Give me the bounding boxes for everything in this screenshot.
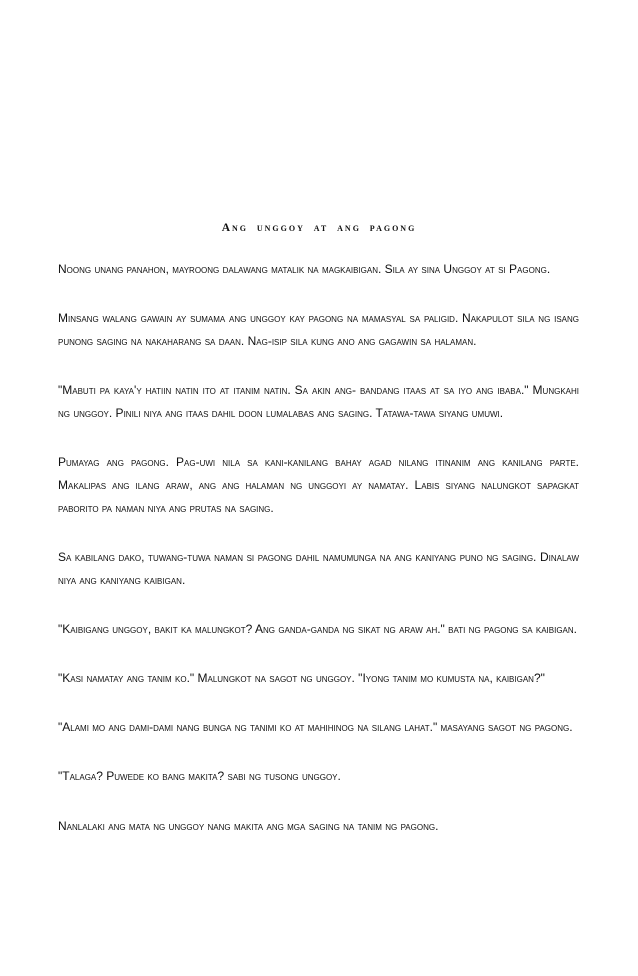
paragraph-9: "Talaga? Puwede ko bang makita? sabi ng tusong unggoy. — [58, 769, 341, 783]
paragraph-8: "Alami mo ang dami-dami nang bunga ng tanimi ko at mahihinog na silang lahat." masayang sagot ng pagong. — [58, 720, 573, 734]
paragraph-1: Noong unang panahon, mayroong dalawang matalik na magkaibigan. Sila ay sina Unggoy at si Pagong. — [58, 262, 551, 276]
story-title: Ang unggoy at ang pagong — [221, 222, 417, 234]
paragraph-4: Pumayag ang pagong. Pag-uwi nila sa kani-kanilang bahay agad nilang itinanim ang kanilang parte. Makalipas ang ilang araw, ang ang halaman ng unggoyi ay namatay. Labis siyang nalungkot sapagkat paborito pa naman niya ang prutas na saging. — [58, 455, 579, 515]
paragraph-2: Minsang walang gawain ay sumama ang unggoy kay pagong na mamasyal sa paligid. Nakapulot sila ng isang punong saging na nakaharang sa daan. Nag-isip sila kung ano ang gagawin sa halaman. — [58, 311, 579, 348]
paragraph-3: "Mabuti pa kaya'y hatiin natin ito at itanim natin. Sa akin ang- bandang itaas at sa iyo ang ibaba." Mungkahi ng unggoy. Pinili niya ang itaas dahil doon lumalabas ang saging. Tatawa-tawa siyang umuwi. — [58, 383, 579, 420]
paragraph-5: Sa kabilang dako, tuwang-tuwa naman si pagong dahil namumunga na ang kaniyang puno ng saging. Dinalaw niya ang kaniyang kaibigan. — [58, 550, 579, 587]
paragraph-6: "Kaibigang unggoy, bakit ka malungkot? Ang ganda-ganda ng sikat ng araw ah." bati ng pagong sa kaibigan. — [58, 622, 577, 636]
paragraph-7: "Kasi namatay ang tanim ko." Malungkot na sagot ng unggoy. "Iyong tanim mo kumusta na, kaibigan?" — [58, 671, 545, 685]
paragraph-10: Nanlalaki ang mata ng unggoy nang makita ang mga saging na tanim ng pagong. — [58, 819, 439, 833]
story-body — [58, 258, 579, 865]
